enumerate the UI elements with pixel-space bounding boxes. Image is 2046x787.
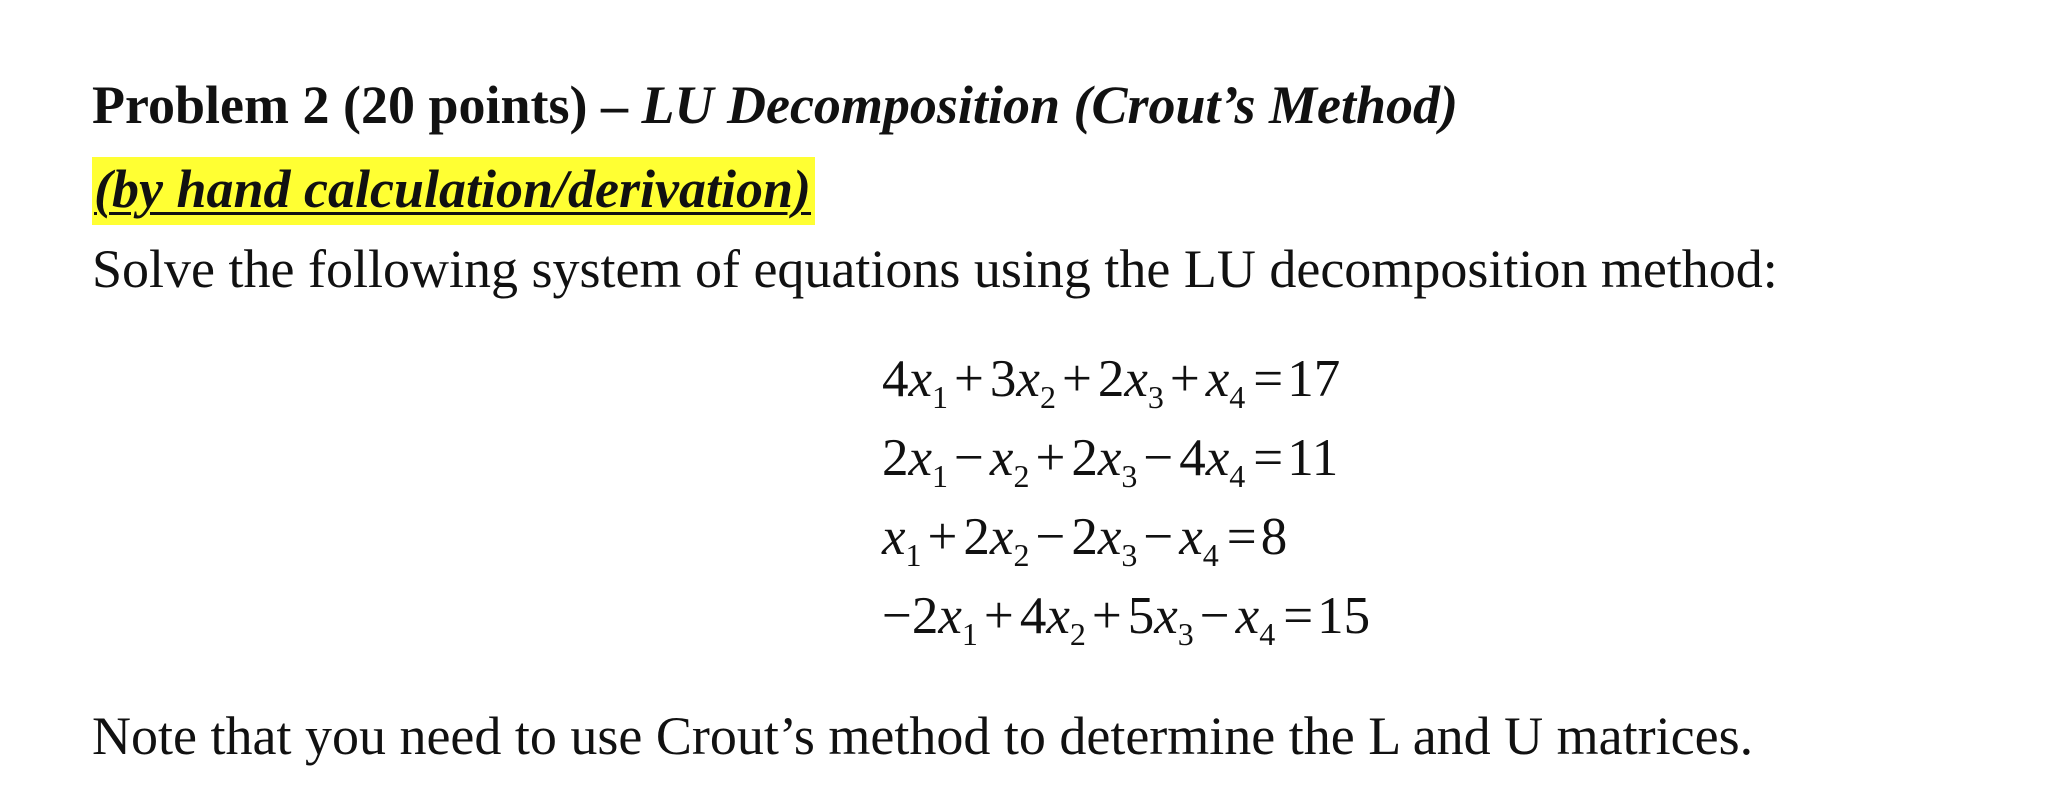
term-coefficient: 2	[963, 508, 990, 566]
term-variable: x	[882, 508, 906, 566]
term-variable: x	[1124, 350, 1148, 408]
term-coefficient: −2	[882, 587, 939, 645]
equation-term	[1071, 429, 1138, 494]
equation-term	[1019, 587, 1086, 652]
term-subscript: 3	[1121, 458, 1138, 494]
term-coefficient: 3	[989, 350, 1017, 408]
equation-rhs: 11	[1287, 429, 1339, 487]
operator-sign: +	[1169, 350, 1200, 408]
equation-term	[882, 350, 949, 415]
problem-label: Problem 2	[92, 75, 330, 135]
operator-sign: +	[1061, 350, 1092, 408]
term-subscript: 2	[1039, 379, 1056, 415]
equation-term	[1071, 508, 1138, 573]
term-subscript: 4	[1202, 537, 1219, 573]
term-coefficient: 4	[882, 350, 909, 408]
problem-points: (20 points)	[342, 75, 588, 135]
equation-term	[882, 508, 922, 573]
equation-rhs: 15	[1317, 587, 1371, 645]
equation-term	[963, 508, 1030, 573]
equation-row	[882, 502, 1370, 581]
equation-term	[882, 429, 949, 494]
term-coefficient: 2	[1071, 429, 1098, 487]
term-variable: x	[1205, 429, 1230, 487]
term-variable: x	[1046, 587, 1070, 645]
operator-sign: +	[954, 350, 984, 408]
equation-row	[882, 344, 1370, 423]
equals-sign: =	[1253, 350, 1284, 408]
equation-term	[1097, 350, 1164, 415]
equation-term	[1127, 587, 1194, 652]
term-variable: x	[1016, 350, 1040, 408]
term-subscript: 1	[932, 379, 949, 415]
equation-term	[1205, 350, 1246, 415]
term-subscript: 1	[932, 458, 949, 494]
equals-sign: =	[1283, 587, 1314, 645]
term-variable: x	[1097, 429, 1122, 487]
operator-sign: +	[1035, 429, 1066, 487]
equation-rhs: 8	[1260, 508, 1288, 566]
term-variable: x	[1205, 350, 1230, 408]
equation-term	[989, 350, 1056, 415]
equation-row	[882, 581, 1370, 660]
term-variable: x	[1235, 587, 1260, 645]
term-variable: x	[938, 587, 962, 645]
term-variable: x	[908, 350, 933, 408]
equation-term	[1179, 508, 1219, 573]
note-text: Note that you need to use Crout’s method to determine the L and U matrices.	[92, 706, 1754, 766]
operator-sign: −	[1035, 508, 1066, 566]
equation-term	[1235, 587, 1276, 652]
equation-term	[989, 429, 1030, 494]
operator-sign: +	[1091, 587, 1122, 645]
problem-subtitle-highlight: (by hand calculation/derivation)	[92, 157, 815, 225]
equation-rhs: 17	[1287, 350, 1341, 408]
term-subscript: 4	[1229, 379, 1246, 415]
problem-subtitle-line	[92, 156, 815, 222]
term-variable: x	[1179, 508, 1203, 566]
term-subscript: 3	[1147, 379, 1164, 415]
term-variable: x	[989, 508, 1014, 566]
instruction-text: Solve the following system of equations using the LU decomposition method:	[92, 239, 1778, 299]
term-variable: x	[1097, 508, 1122, 566]
term-subscript: 2	[1013, 458, 1030, 494]
problem-topic: LU Decomposition (Crout’s Method)	[641, 75, 1459, 135]
term-coefficient: 4	[1179, 429, 1206, 487]
operator-sign: −	[954, 429, 984, 487]
term-subscript: 2	[1069, 616, 1086, 652]
term-variable: x	[1154, 587, 1178, 645]
term-subscript: 1	[905, 537, 922, 573]
problem-heading	[92, 72, 1458, 138]
term-subscript: 4	[1259, 616, 1276, 652]
equation-system	[882, 344, 1370, 660]
equation-term	[1179, 429, 1246, 494]
equation-term	[882, 587, 978, 652]
heading-dash: –	[601, 75, 628, 135]
operator-sign: −	[1143, 429, 1174, 487]
term-subscript: 2	[1013, 537, 1030, 573]
term-coefficient: 2	[1071, 508, 1098, 566]
term-coefficient: 4	[1019, 587, 1047, 645]
term-variable: x	[908, 429, 933, 487]
equals-sign: =	[1226, 508, 1257, 566]
operator-sign: +	[983, 587, 1014, 645]
term-subscript: 1	[961, 616, 978, 652]
term-coefficient: 2	[882, 429, 909, 487]
term-subscript: 3	[1177, 616, 1194, 652]
term-coefficient: 2	[1097, 350, 1125, 408]
operator-sign: −	[1199, 587, 1230, 645]
term-variable: x	[989, 429, 1014, 487]
operator-sign: +	[927, 508, 958, 566]
term-subscript: 3	[1121, 537, 1138, 573]
equation-row	[882, 423, 1370, 502]
term-subscript: 4	[1229, 458, 1246, 494]
operator-sign: −	[1143, 508, 1174, 566]
term-coefficient: 5	[1127, 587, 1155, 645]
equals-sign: =	[1253, 429, 1284, 487]
